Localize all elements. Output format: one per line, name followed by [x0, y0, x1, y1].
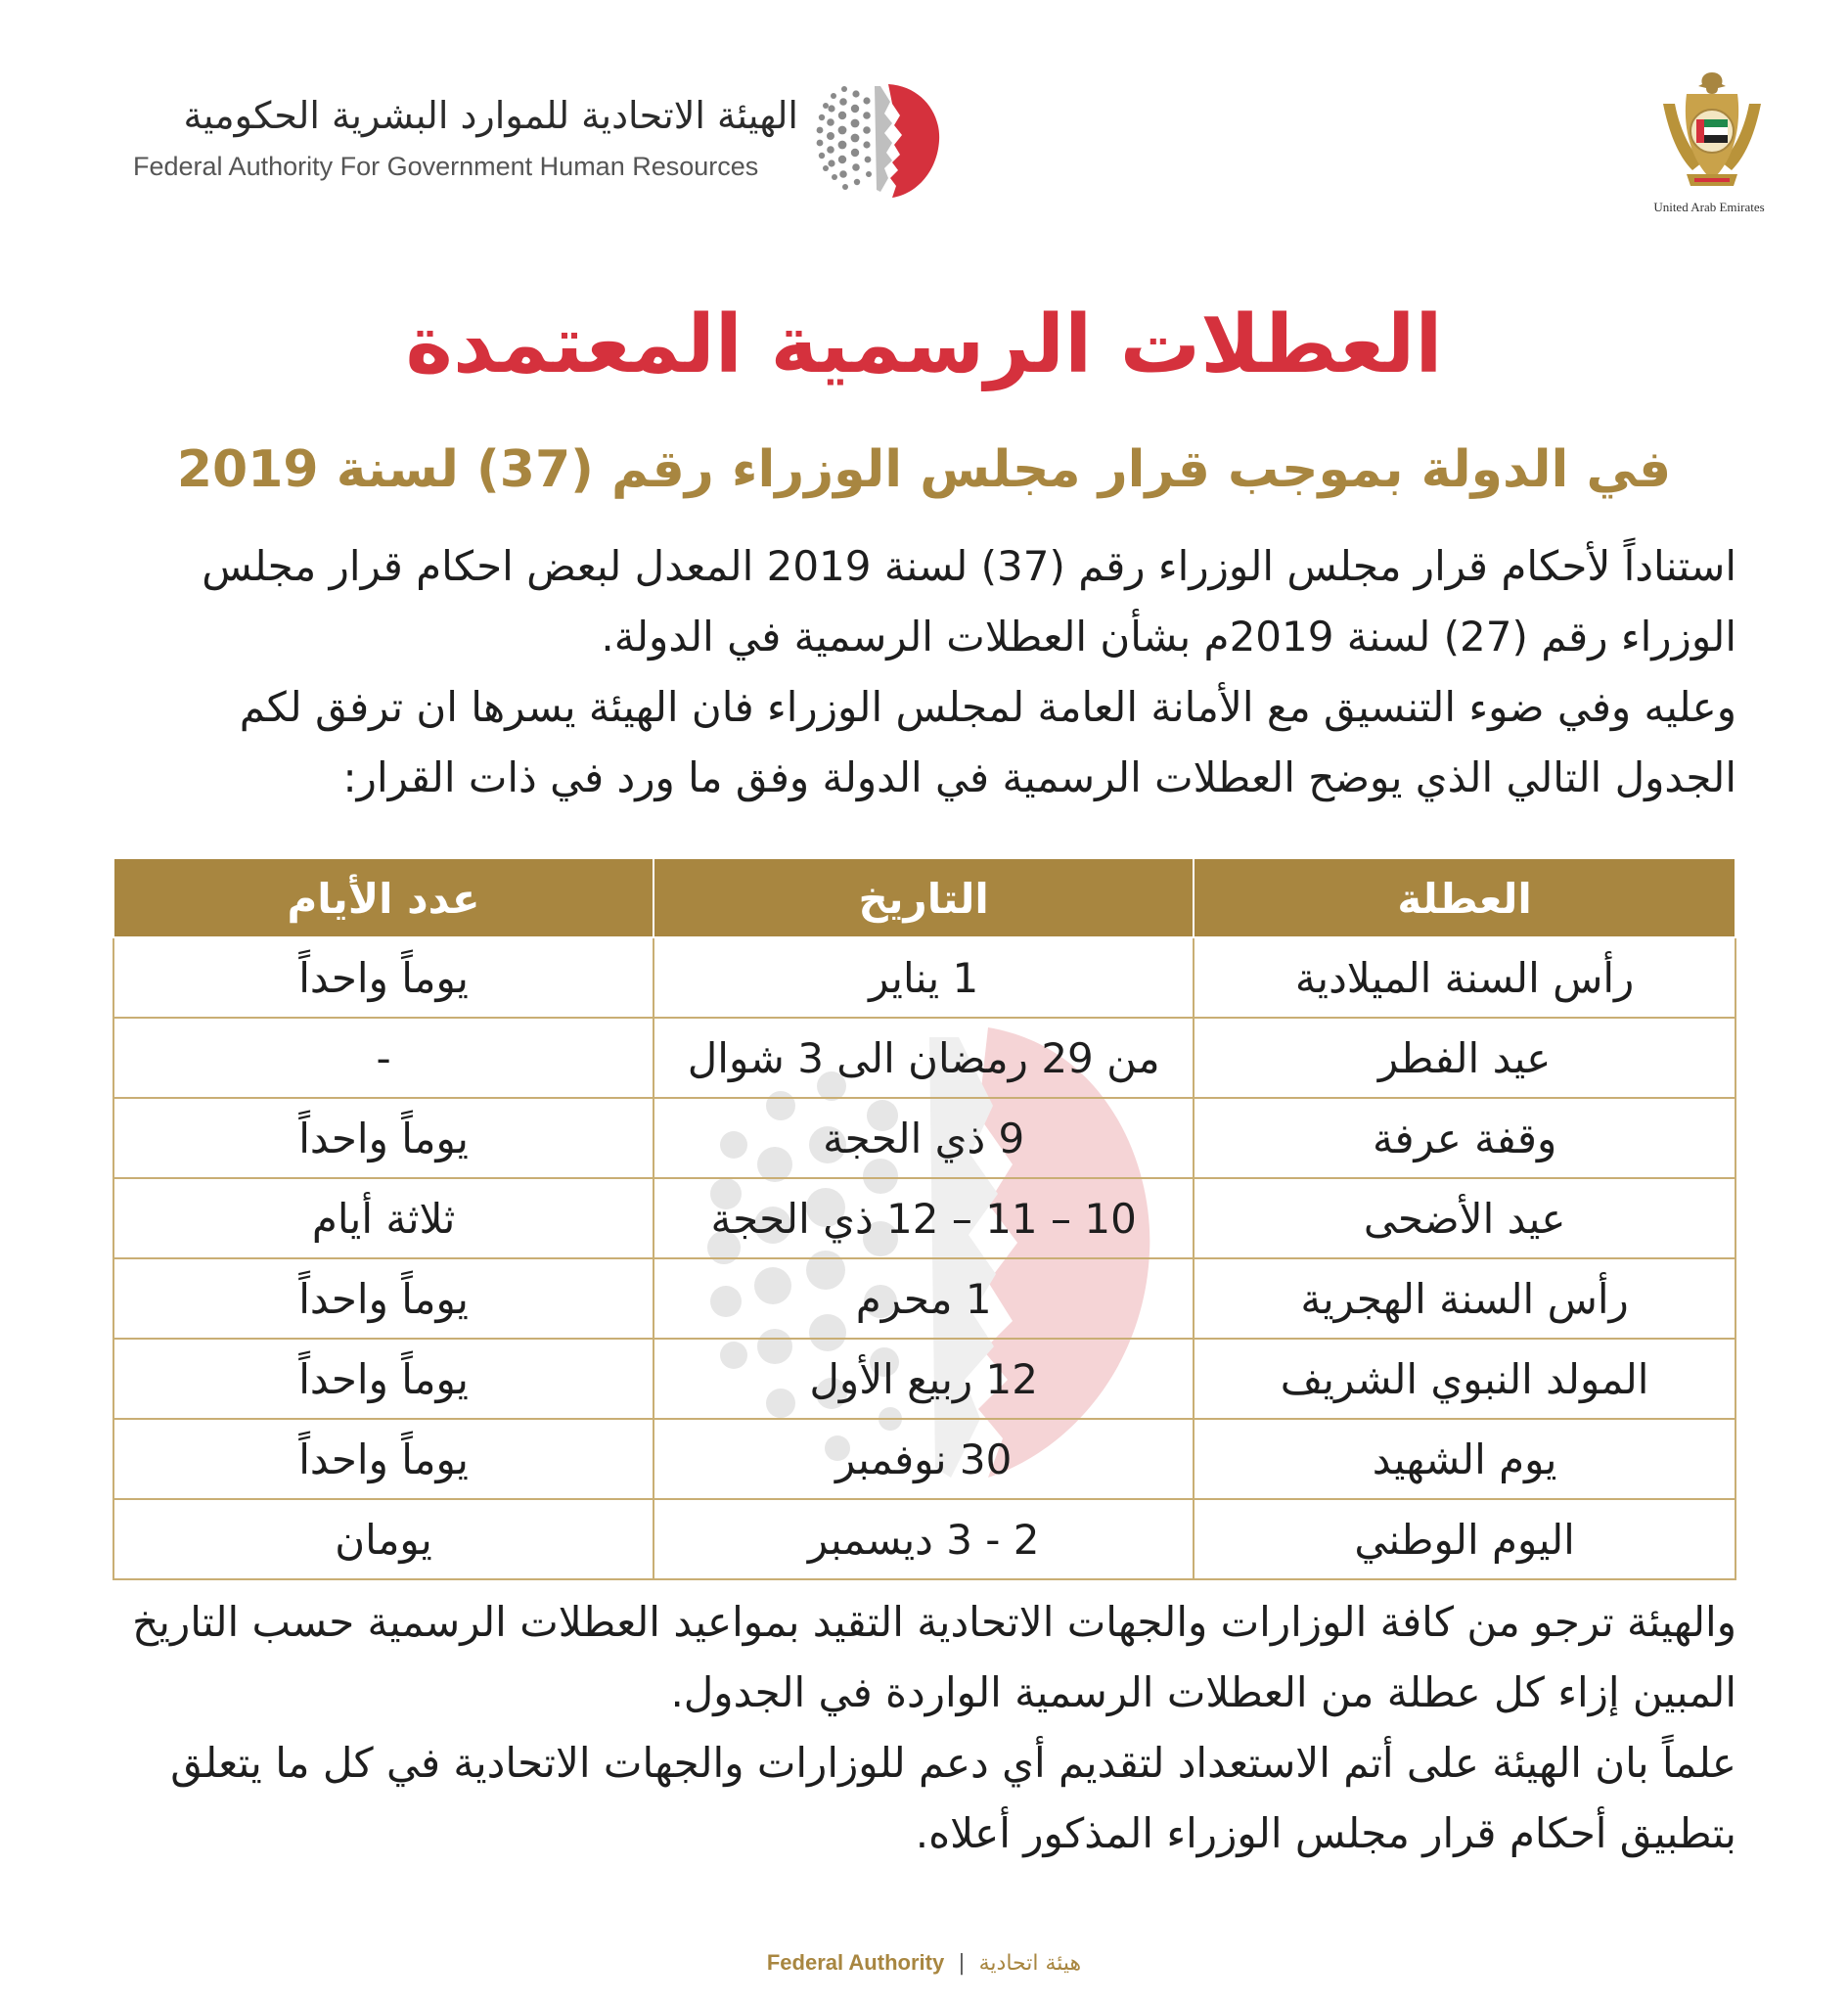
closing-paragraph-1: والهيئة ترجو من كافة الوزارات والجهات الاتحادية التقيد بمواعيد العطلات الرسمية حسب التاريخ المبين إزاء كل عطلة من العطلات الرسمية الواردة في الجدول.: [132, 1598, 1736, 1716]
org-name-english: Federal Authority For Government Human Resources: [133, 152, 759, 181]
holiday-days-cell: ثلاثة أيام: [113, 1178, 654, 1258]
holiday-date-cell: 12 ربيع الأول: [654, 1339, 1194, 1419]
holiday-name-cell: رأس السنة الميلادية: [1194, 937, 1735, 1018]
page-footer: [0, 1950, 1848, 1976]
footer-english: Federal Authority: [766, 1950, 945, 1975]
closing-paragraph-2: علماً بان الهيئة على أتم الاستعداد لتقديم أي دعم للوزارات والجهات الاتحادية في كل ما يتعلق بتطبيق أحكام قرار مجلس الوزراء المذكور أعلاه.: [170, 1739, 1736, 1857]
holiday-name-cell: المولد النبوي الشريف: [1194, 1339, 1735, 1419]
intro-paragraph-2: وعليه وفي ضوء التنسيق مع الأمانة العامة لمجلس الوزراء فان الهيئة يسرها ان ترفق لكم الجدول التالي الذي يوضح العطلات الرسمية في الدولة وفق ما ورد في ذات القرار:: [239, 683, 1736, 801]
holiday-name-cell: عيد الأضحى: [1194, 1178, 1735, 1258]
holiday-name-cell: يوم الشهيد: [1194, 1419, 1735, 1499]
table-row: [113, 1018, 1735, 1098]
footer-arabic: هيئة اتحادية: [978, 1951, 1082, 1976]
org-name-arabic: الهيئة الاتحادية للموارد البشرية الحكومية: [183, 94, 798, 137]
column-header-holiday: العطلة: [1194, 860, 1735, 938]
holiday-date-cell: 10 – 11 – 12 ذي الحجة: [654, 1178, 1194, 1258]
emblem-label: United Arab Emirates: [1653, 200, 1765, 214]
table-row: [113, 1178, 1735, 1258]
fahr-profile-logo-icon: [812, 76, 944, 204]
holiday-date-cell: 2 - 3 ديسمبر: [654, 1499, 1194, 1579]
holiday-days-cell: يوماً واحداً: [113, 1419, 654, 1499]
holiday-date-cell: 1 محرم: [654, 1258, 1194, 1339]
column-header-days: عدد الأيام: [113, 860, 654, 938]
page-subtitle: في الدولة بموجب قرار مجلس الوزراء رقم (37) لسنة 2019: [176, 440, 1672, 499]
holiday-days-cell: -: [113, 1018, 654, 1098]
table-header-row: [113, 860, 1735, 938]
footer-separator: |: [958, 1951, 966, 1976]
holiday-days-cell: يوماً واحداً: [113, 1258, 654, 1339]
table-row: [113, 1258, 1735, 1339]
holiday-date-cell: من 29 رمضان الى 3 شوال: [654, 1018, 1194, 1098]
holiday-days-cell: يوماً واحداً: [113, 1339, 654, 1419]
closing-text: [113, 1587, 1736, 1869]
holiday-days-cell: يومان: [113, 1499, 654, 1579]
page-header: [0, 0, 1848, 225]
holiday-name-cell: وقفة عرفة: [1194, 1098, 1735, 1178]
holidays-table: [113, 859, 1736, 1580]
intro-text: [113, 531, 1736, 813]
holiday-name-cell: اليوم الوطني: [1194, 1499, 1735, 1579]
table-row: [113, 937, 1735, 1018]
holiday-days-cell: يوماً واحداً: [113, 937, 654, 1018]
holiday-date-cell: 1 يناير: [654, 937, 1194, 1018]
table-row: [113, 1499, 1735, 1579]
holiday-name-cell: رأس السنة الهجرية: [1194, 1258, 1735, 1339]
table-row: [113, 1339, 1735, 1419]
table-row: [113, 1098, 1735, 1178]
page-title: العطلات الرسمية المعتمدة: [405, 298, 1443, 391]
holiday-name-cell: عيد الفطر: [1194, 1018, 1735, 1098]
holiday-date-cell: 9 ذي الحجة: [654, 1098, 1194, 1178]
holiday-days-cell: يوماً واحداً: [113, 1098, 654, 1178]
table-row: [113, 1419, 1735, 1499]
intro-paragraph-1: استناداً لأحكام قرار مجلس الوزراء رقم (37) لسنة 2019 المعدل لبعض احكام قرار مجلس الوزراء رقم (27) لسنة 2019م بشأن العطلات الرسمية في الدولة.: [202, 542, 1736, 660]
holiday-date-cell: 30 نوفمبر: [654, 1419, 1194, 1499]
column-header-date: التاريخ: [654, 860, 1194, 938]
uae-falcon-emblem-icon: [1653, 65, 1771, 202]
